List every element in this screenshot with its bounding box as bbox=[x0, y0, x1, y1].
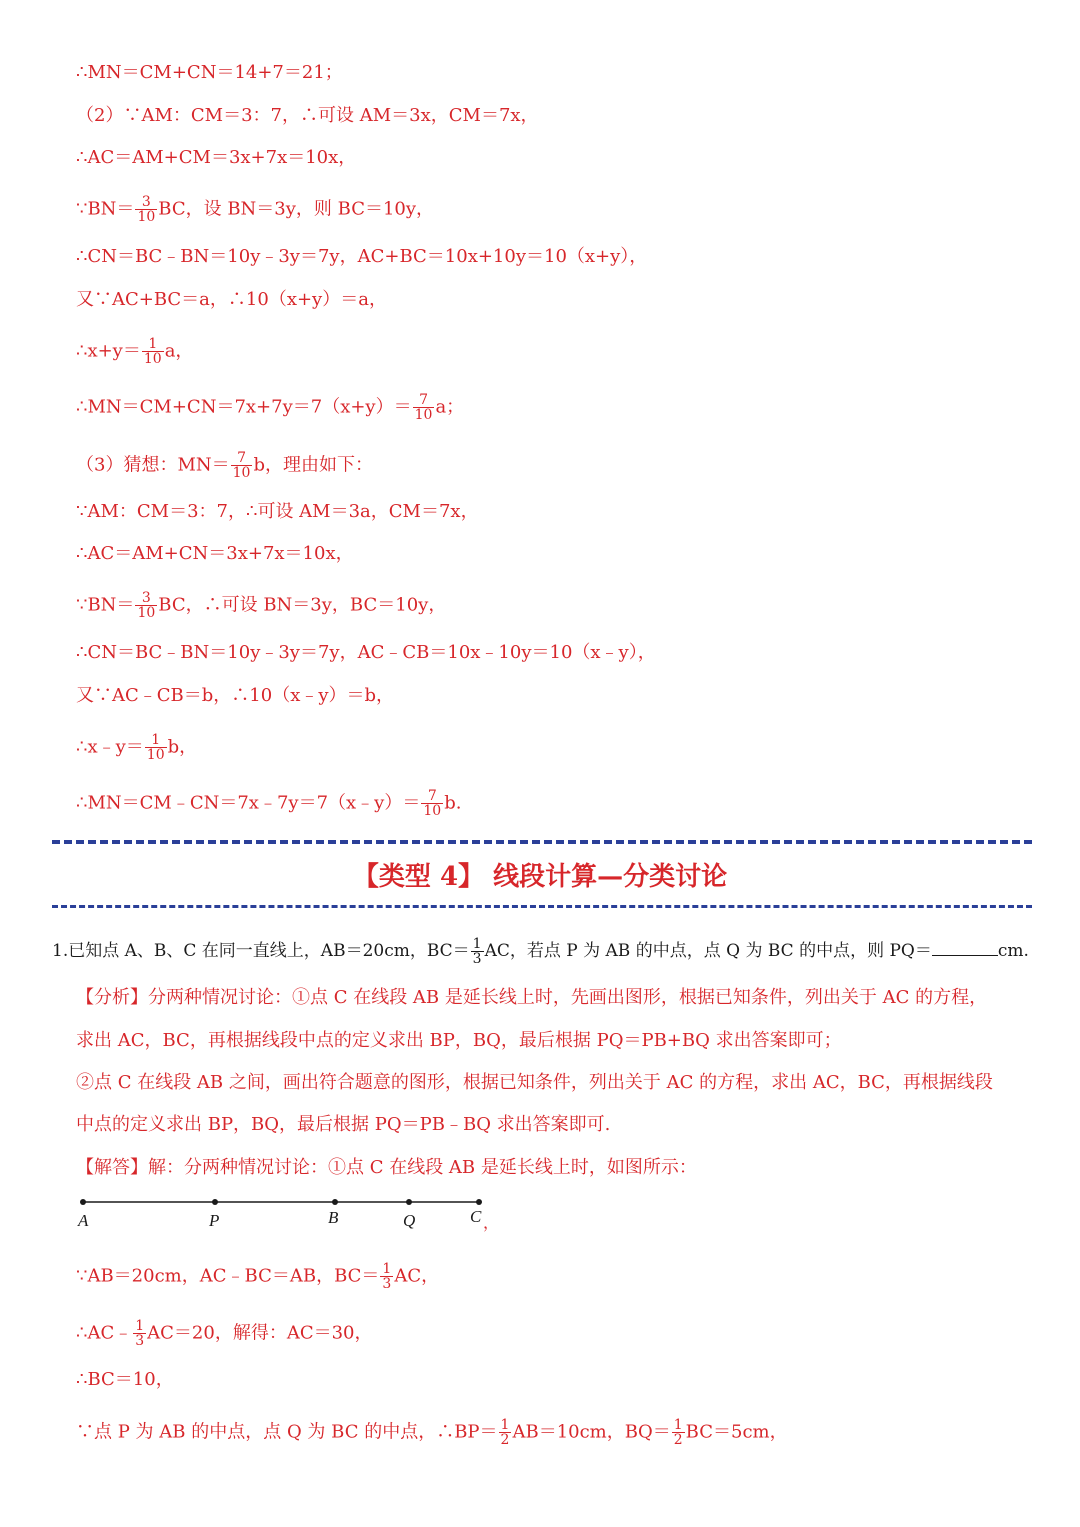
text-segment: ∴x+y＝ bbox=[76, 340, 141, 362]
fraction bbox=[413, 393, 435, 422]
line-segment-diagram bbox=[70, 1190, 510, 1234]
answer-blank[interactable] bbox=[932, 939, 998, 956]
numerator: 1 bbox=[135, 1318, 145, 1334]
fraction bbox=[421, 789, 443, 818]
solution-line bbox=[76, 733, 197, 762]
solution-line bbox=[76, 1262, 439, 1291]
denominator: 3 bbox=[472, 951, 482, 967]
numerator: 1 bbox=[472, 936, 482, 952]
label-a: A bbox=[78, 1211, 89, 1230]
label-b: B bbox=[328, 1208, 339, 1227]
section-divider-bottom bbox=[52, 905, 1032, 908]
solution-line bbox=[76, 393, 464, 422]
fraction bbox=[380, 1262, 393, 1291]
fraction bbox=[135, 591, 157, 620]
point-c bbox=[476, 1199, 482, 1205]
numerator: 7 bbox=[419, 392, 428, 408]
solution-line bbox=[76, 591, 446, 620]
point-b bbox=[332, 1199, 338, 1205]
fraction bbox=[231, 451, 253, 480]
text-segment: AC＝20，解得：AC＝30， bbox=[147, 1322, 373, 1344]
text-segment: ∵BN＝ bbox=[76, 198, 135, 220]
text-segment: BC＝5cm， bbox=[685, 1421, 788, 1443]
fraction bbox=[142, 337, 164, 366]
text-segment: cm. bbox=[997, 941, 1029, 961]
text-segment: a， bbox=[164, 340, 194, 362]
text-segment: AC，若点 P 为 AB 的中点，点 Q 为 BC 的中点，则 PQ＝ bbox=[484, 941, 932, 961]
denominator: 10 bbox=[423, 803, 442, 819]
solution-line: 又∵AC﹣CB＝b，∴10（x﹣y）＝b， bbox=[76, 685, 395, 706]
text-segment: 1.已知点 A、B、C 在同一直线上，AB＝20cm，BC＝ bbox=[52, 941, 470, 961]
solution-line: ∴AC＝AM+CM＝3x+7x＝10x， bbox=[76, 147, 357, 168]
denominator: 2 bbox=[673, 1432, 683, 1448]
solution-line bbox=[76, 195, 434, 224]
text-segment: b，理由如下： bbox=[253, 454, 373, 476]
numerator: 1 bbox=[673, 1417, 683, 1433]
trailing-comma: ， bbox=[483, 1213, 500, 1232]
text-segment: ∵点 P 为 AB 的中点，点 Q 为 BC 的中点，∴BP＝ bbox=[76, 1421, 498, 1443]
analysis-line: ②点 C 在线段 AB 之间，画出符合题意的图形，根据已知条件，列出关于 AC 的方程，求出 AC，BC，再根据线段 bbox=[76, 1072, 993, 1093]
fraction bbox=[471, 937, 484, 966]
numerator: 7 bbox=[427, 788, 437, 804]
solution-line: ∵AM：CM＝3：7，∴可设 AM＝3a，CM＝7x， bbox=[76, 501, 479, 522]
numerator: 3 bbox=[141, 590, 151, 606]
label-c: C bbox=[470, 1207, 482, 1226]
section-heading: 【类型 4】 线段计算—分类讨论 bbox=[352, 862, 728, 892]
denominator: 3 bbox=[382, 1276, 392, 1292]
label-p: P bbox=[209, 1211, 220, 1230]
fraction bbox=[135, 195, 157, 224]
text-segment: （3）猜想：MN＝ bbox=[76, 454, 230, 476]
numerator: 1 bbox=[148, 336, 158, 352]
solution-line bbox=[76, 1418, 788, 1447]
numerator: 7 bbox=[237, 450, 247, 466]
solution-line bbox=[76, 451, 373, 480]
question-1 bbox=[52, 937, 1029, 966]
text-segment: ∴MN＝CM+CN＝7x+7y＝7（x+y）＝ bbox=[76, 396, 412, 418]
text-segment: b， bbox=[167, 736, 198, 758]
text-segment: ∵AB＝20cm，AC﹣BC＝AB，BC＝ bbox=[76, 1265, 380, 1287]
solution-line bbox=[76, 789, 461, 818]
denominator: 2 bbox=[500, 1432, 510, 1448]
solution-line: 又∵AC+BC＝a，∴10（x+y）＝a， bbox=[76, 289, 387, 310]
point-a bbox=[80, 1199, 86, 1205]
text-segment: ∴MN＝CM﹣CN＝7x﹣7y＝7（x﹣y）＝ bbox=[76, 792, 421, 814]
text-segment: ∴AC﹣ bbox=[76, 1322, 133, 1344]
denominator: 10 bbox=[137, 605, 156, 621]
denominator: 10 bbox=[414, 407, 433, 423]
solution-line bbox=[76, 1319, 373, 1348]
text-segment: BC，设 BN＝3y，则 BC＝10y， bbox=[158, 198, 435, 220]
denominator: 3 bbox=[135, 1333, 145, 1349]
numerator: 1 bbox=[500, 1417, 510, 1433]
denominator: 10 bbox=[137, 209, 156, 225]
fraction bbox=[145, 733, 167, 762]
solution-line: （2）∵AM：CM＝3：7，∴可设 AM＝3x，CM＝7x， bbox=[76, 105, 539, 126]
solution-line: ∴BC＝10， bbox=[76, 1369, 174, 1390]
text-segment: AC， bbox=[394, 1265, 440, 1287]
fraction bbox=[499, 1418, 512, 1447]
analysis-line: 【分析】分两种情况讨论：①点 C 在线段 AB 是延长线上时，先画出图形，根据已知条件，列出关于 AC 的方程， bbox=[76, 987, 988, 1008]
denominator: 10 bbox=[232, 465, 251, 481]
solution-intro: 【解答】解：分两种情况讨论：①点 C 在线段 AB 是延长线上时，如图所示： bbox=[76, 1157, 697, 1178]
numerator: 1 bbox=[151, 732, 161, 748]
analysis-line: 中点的定义求出 BP，BQ，最后根据 PQ＝PB﹣BQ 求出答案即可. bbox=[76, 1114, 611, 1135]
fraction bbox=[672, 1418, 685, 1447]
solution-line: ∴MN＝CM+CN＝14+7＝21； bbox=[76, 62, 343, 83]
point-p bbox=[212, 1199, 218, 1205]
text-segment: AB＝10cm，BQ＝ bbox=[512, 1421, 671, 1443]
text-segment: ∴x﹣y＝ bbox=[76, 736, 144, 758]
denominator: 10 bbox=[143, 351, 162, 367]
analysis-line: 求出 AC，BC，再根据线段中点的定义求出 BP，BQ，最后根据 PQ＝PB+BQ 求出答案即可； bbox=[76, 1030, 842, 1051]
fraction bbox=[133, 1319, 146, 1348]
solution-line: ∴CN＝BC﹣BN＝10y﹣3y＝7y，AC+BC＝10x+10y＝10（x+y）， bbox=[76, 246, 648, 267]
denominator: 10 bbox=[146, 747, 165, 763]
solution-line bbox=[76, 337, 193, 366]
text-segment: a； bbox=[435, 396, 465, 418]
text-segment: BC，∴可设 BN＝3y，BC＝10y， bbox=[158, 594, 447, 616]
text-segment: b. bbox=[444, 792, 462, 814]
label-q: Q bbox=[403, 1211, 416, 1230]
numerator: 3 bbox=[141, 194, 151, 210]
section-divider-top bbox=[52, 840, 1032, 844]
numerator: 1 bbox=[382, 1261, 392, 1277]
text-segment: ∵BN＝ bbox=[76, 594, 135, 616]
solution-line: ∴CN＝BC﹣BN＝10y﹣3y＝7y，AC﹣CB＝10x﹣10y＝10（x﹣y）， bbox=[76, 642, 656, 663]
solution-line: ∴AC＝AM+CN＝3x+7x＝10x， bbox=[76, 543, 354, 564]
point-q bbox=[406, 1199, 412, 1205]
